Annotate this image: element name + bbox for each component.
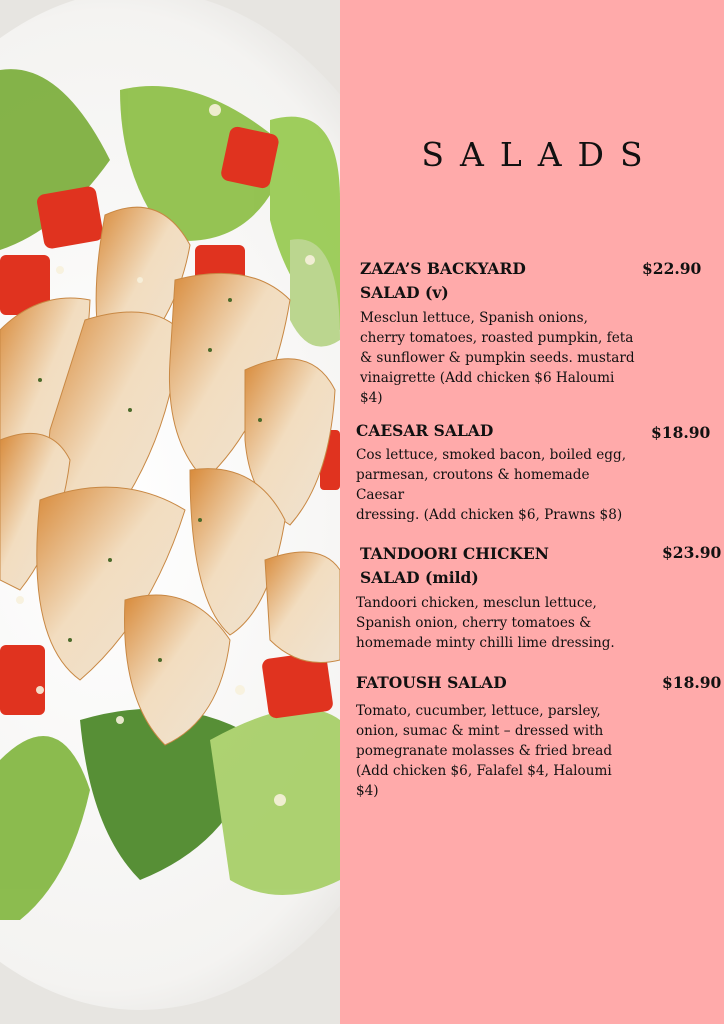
menu-title: SALADS [421, 135, 659, 174]
item-price-zaza: $22.90 [642, 259, 702, 278]
menu-panel [340, 0, 724, 1024]
item-name-zaza: ZAZA’S BACKYARD SALAD (v) [360, 259, 526, 302]
salad-photo [0, 0, 340, 1024]
item-desc-fatoush: Tomato, cucumber, lettuce, parsley, onion, sumac & mint – dressed with pomegranate molasses & fried bread (Add chicken $6, Falafel $4, Haloumi $4) [356, 703, 613, 799]
item-name-fatoush: FATOUSH SALAD [356, 673, 507, 692]
item-desc-tandoori: Tandoori chicken, mesclun lettuce, Spanish onion, cherry tomatoes & homemade minty chilli lime dressing. [356, 595, 615, 651]
item-price-fatoush: $18.90 [662, 673, 722, 692]
item-name-tandoori: TANDOORI CHICKEN SALAD (mild) [360, 544, 549, 587]
chicken-salad-plate-photo [0, 0, 340, 1024]
item-desc-caesar: Cos lettuce, smoked bacon, boiled egg, parmesan, croutons & homemade Caesar dressing. (Add chicken $6, Prawns $8) [356, 447, 627, 523]
item-price-caesar: $18.90 [651, 423, 711, 442]
item-desc-zaza: Mesclun lettuce, Spanish onions, cherry tomatoes, roasted pumpkin, feta & sunflower & pumpkin seeds. mustard vinaigrette (Add chicken $6 Haloumi $4) [360, 310, 635, 406]
item-name-caesar: CAESAR SALAD [356, 421, 494, 440]
item-price-tandoori: $23.90 [662, 543, 722, 562]
